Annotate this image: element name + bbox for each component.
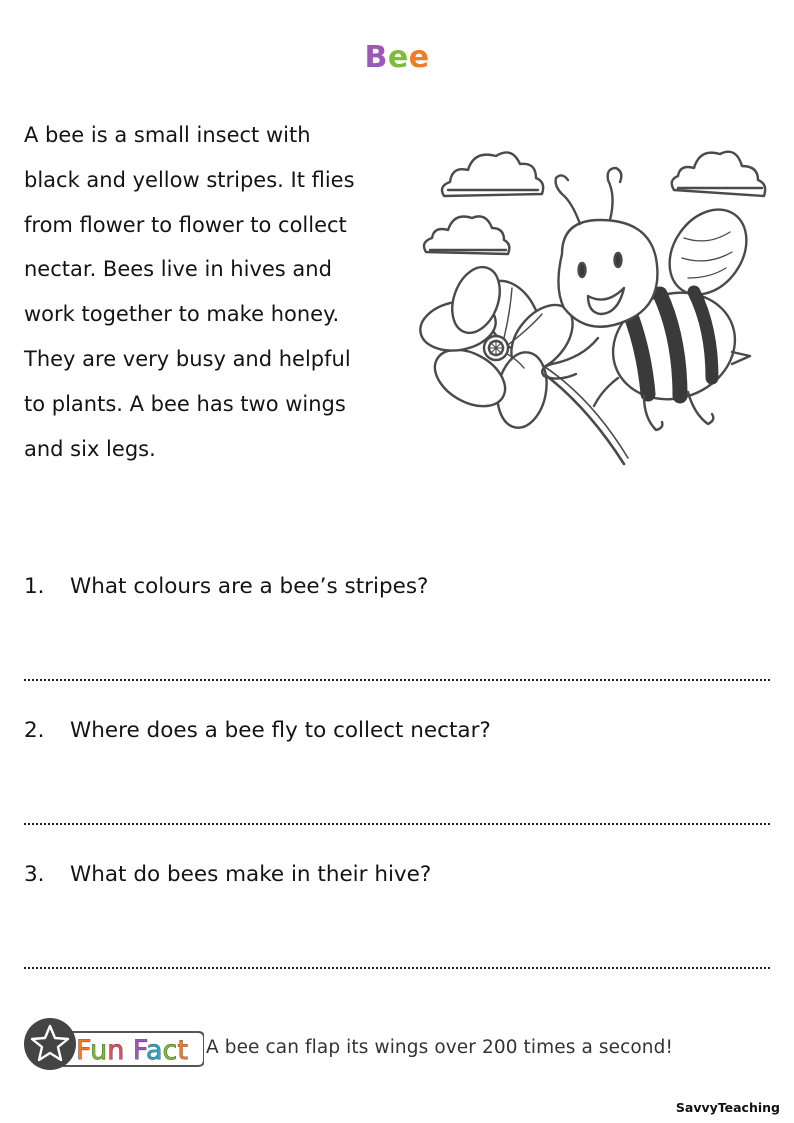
answer-line-3[interactable]	[24, 967, 770, 969]
question-number: 3.	[24, 862, 45, 887]
passage-line: from flower to flower to collect	[24, 212, 347, 237]
fun-fact-letter: t	[177, 1035, 188, 1066]
title-letter: B	[364, 40, 388, 75]
fun-fact-letter: a	[145, 1035, 163, 1066]
question-1	[24, 574, 428, 599]
question-3	[24, 862, 431, 887]
answer-line-1[interactable]	[24, 679, 770, 681]
passage-line: A bee is a small insect with	[24, 123, 311, 147]
fun-fact-label	[76, 1035, 188, 1066]
star-icon	[24, 1018, 76, 1070]
question-text: Where does a bee fly to collect nectar?	[70, 718, 491, 743]
fun-fact-text: A bee can flap its wings over 200 times a second!	[206, 1037, 673, 1058]
passage-line: black and yellow stripes. It flies	[24, 167, 355, 192]
question-number: 2.	[24, 718, 45, 743]
fun-fact-letter	[124, 1035, 133, 1066]
passage-line: and six legs.	[24, 436, 156, 461]
passage-line: nectar. Bees live in hives and	[24, 257, 332, 282]
title-letter: e	[408, 40, 430, 75]
fun-fact-letter: u	[90, 1035, 108, 1066]
reading-passage	[24, 113, 404, 471]
fun-fact-letter: F	[76, 1035, 91, 1066]
passage-line: They are very busy and helpful	[24, 346, 351, 371]
title-letter: e	[387, 40, 409, 75]
question-text: What do bees make in their hive?	[70, 862, 432, 887]
question-number: 1.	[24, 574, 45, 599]
passage-line: to plants. A bee has two wings	[24, 391, 346, 416]
fun-fact-letter: F	[132, 1035, 146, 1066]
cloud-icon	[442, 152, 543, 196]
page-title	[0, 40, 794, 75]
fun-fact-letter: n	[107, 1035, 125, 1066]
answer-line-2[interactable]	[24, 823, 770, 825]
fun-fact-letter: c	[162, 1035, 178, 1066]
question-2	[24, 718, 491, 743]
cloud-icon	[672, 152, 765, 196]
bee-illustration	[412, 128, 777, 473]
cloud-icon	[424, 216, 509, 254]
brand-label: SavvyTeaching	[675, 1100, 780, 1115]
passage-line: work together to make honey.	[24, 302, 340, 327]
fun-fact-badge	[24, 1016, 204, 1072]
fun-fact	[24, 1012, 784, 1072]
question-text: What colours are a bee’s stripes?	[70, 574, 429, 599]
